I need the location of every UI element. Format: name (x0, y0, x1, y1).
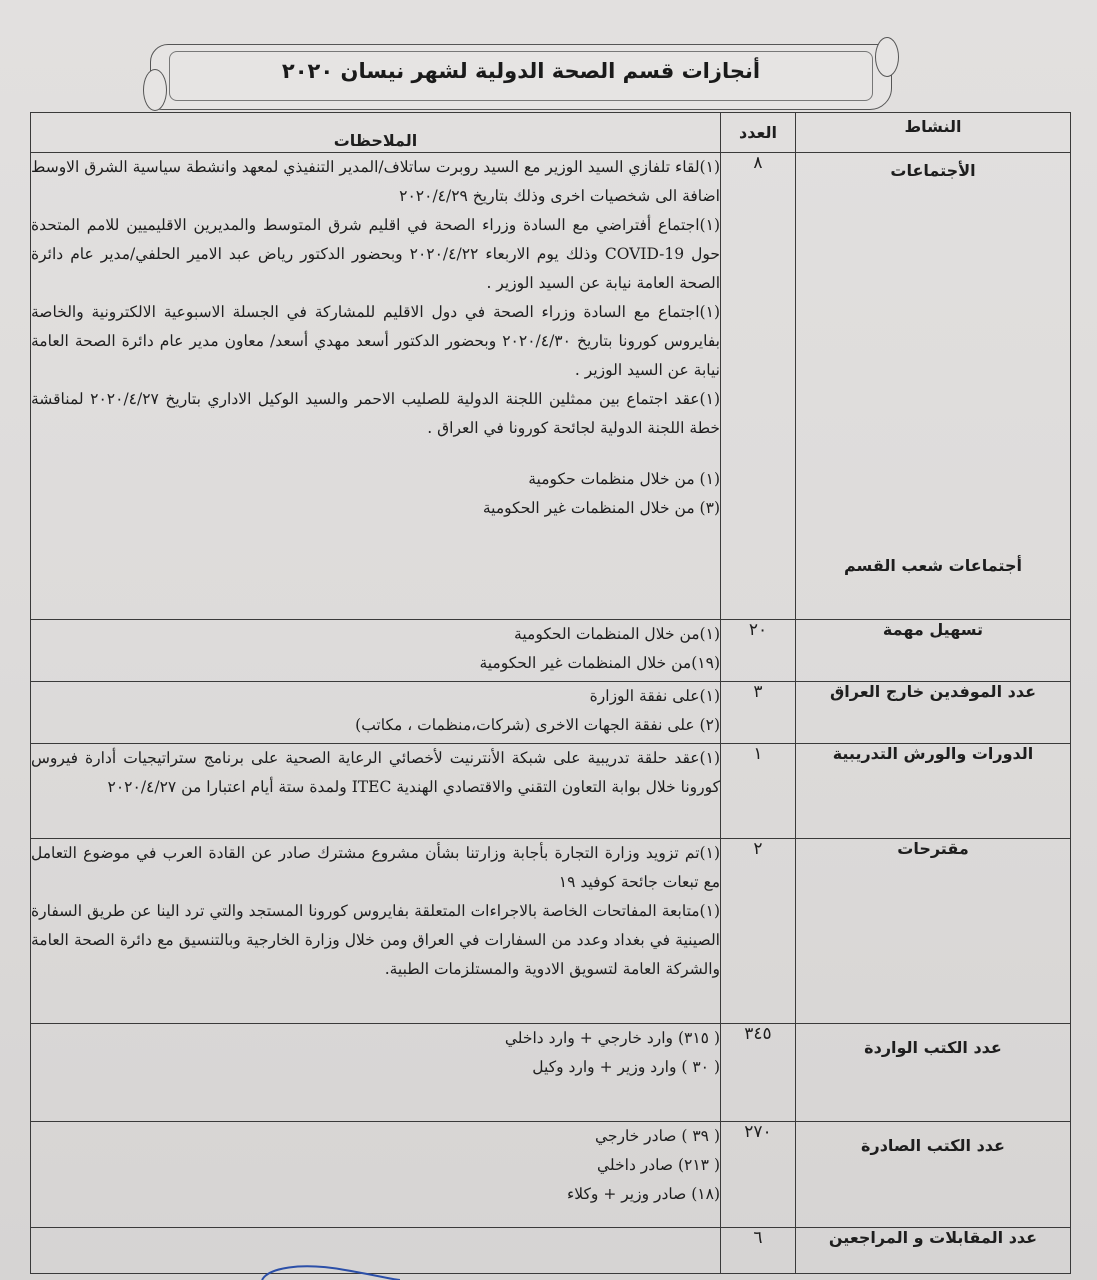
note-item: ( ٣٠ ) وارد وزير + وارد وكيل (532, 1058, 720, 1076)
table-row-interviews (31, 1228, 1071, 1274)
table-row-delegates (31, 682, 1071, 744)
note-item: (١)عقد حلقة تدريبية على شبكة الأنترنيت لأخصائي الرعاية الصحية على برنامج ستراتيجيات أدارة فيروس كورونا خلال بوابة التعاون التقني والاقتصادي الهندية ITEC ولمدة ستة أيام اعتبارا من ٢٠٢٠/٤/٢٧ (31, 749, 720, 796)
notes-proposals (31, 839, 721, 1024)
table-row-outgoing (31, 1122, 1071, 1228)
table-header-row (31, 113, 1071, 153)
count-facilitation: ٢٠ (721, 620, 796, 682)
notes-facilitation (31, 620, 721, 682)
notes-courses (31, 744, 721, 839)
notes-delegates (31, 682, 721, 744)
activity-courses: الدورات والورش التدريبية (796, 744, 1071, 839)
activity-section-meetings: أجتماعات شعب القسم (844, 556, 1022, 575)
notes-outgoing (31, 1122, 721, 1228)
note-item: (١)على نفقة الوزارة (589, 687, 720, 705)
table-row-courses (31, 744, 1071, 839)
activity-cell (796, 153, 1071, 620)
notes-incoming (31, 1024, 721, 1122)
notes-meetings (31, 153, 721, 620)
note-item: (١٩)من خلال المنظمات غير الحكومية (479, 654, 720, 672)
activity-facilitation: تسهيل مهمة (796, 620, 1071, 682)
note-item: (١)اجتماع مع السادة وزراء الصحة في دول الاقليم للمشاركة في الجسلة الاسبوعية الالكترونية والخاصة بفايروس كورونا بتاريخ ٢٠٢٠/٤/٣٠ وبحضور الدكتور أسعد مهدي أسعد/ معاون مدير عام دائرة الصحة العامة نيابة عن السيد الوزير . (31, 303, 720, 379)
activity-delegates: عدد الموفدين خارج العراق (796, 682, 1071, 744)
count-proposals: ٢ (721, 839, 796, 1024)
page-title: أنجازات قسم الصحة الدولية لشهر نيسان ٢٠٢٠ (281, 59, 761, 83)
count-courses: ١ (721, 744, 796, 839)
note-item: ( ٣١٥) وارد خارجي + وارد داخلي (504, 1029, 720, 1047)
notes-interviews (31, 1228, 721, 1274)
report-table (30, 112, 1071, 1274)
note-item: (١)متابعة المفاتحات الخاصة بالاجراءات المتعلقة بفايروس كورونا المستجد والتي ترد الينا عن طريق السفارة الصينية في بغداد وعدد من السفارات في العراق ومن خلال وزارة الخارجية وبالتنسيق مع دائرة الصحة العامة والشركة العامة لتسويق الادوية والمستلزمات الطبية. (31, 902, 720, 978)
note-item: (١)اجتماع أفتراضي مع السادة وزراء الصحة في اقليم شرق المتوسط والمديرين الاقليميين للامم المتحدة حول COVID-19 وذلك يوم الاربعاء ٢٠٢٠/٤/٢٢ وبحضور الدكتور رياض عبد الامير الحلفي/مدير عام دائرة الصحة العامة نيابة عن السيد الوزير . (31, 216, 720, 292)
note-item: (١)عقد اجتماع بين ممثلين اللجنة الدولية للصليب الاحمر والسيد الوكيل الاداري بتاريخ ٢٠٢٠/٤/٢٧ لمناقشة خطة اللجنة الدولية لجائحة كورونا في العراق . (31, 390, 720, 437)
count-outgoing: ٢٧٠ (721, 1122, 796, 1228)
note-item: (١٨) صادر وزير + وكلاء (567, 1185, 720, 1203)
note-item: (١)تم تزويد وزارة التجارة بأجابة وزارتنا بشأن مشروع مشترك صادر عن القادة العرب في موضوع التعامل مع تبعات جائحة كوفيد ١٩ (31, 844, 720, 891)
activity-proposals: مقترحات (796, 839, 1071, 1024)
activity-incoming: عدد الكتب الواردة (796, 1024, 1071, 1122)
title-banner (150, 44, 892, 110)
header-count: العدد (721, 113, 796, 153)
note-item: (٣) من خلال المنظمات غير الحكومية (482, 499, 720, 517)
table-row-facilitation (31, 620, 1071, 682)
count-delegates: ٣ (721, 682, 796, 744)
note-item: ( ٢١٣) صادر داخلي (597, 1156, 720, 1174)
count-interviews: ٦ (721, 1228, 796, 1274)
activity-meetings: الأجتماعات (890, 161, 976, 180)
table-row-meetings (31, 153, 1071, 620)
note-item: (٢) على نفقة الجهات الاخرى (شركات،منظمات ، مكاتب) (355, 716, 720, 734)
header-activity: النشاط (796, 113, 1071, 153)
activity-outgoing: عدد الكتب الصادرة (796, 1122, 1071, 1228)
note-item: (١) من خلال منظمات حكومية (528, 470, 720, 488)
table-row-incoming (31, 1024, 1071, 1122)
note-item: (١)لقاء تلفازي السيد الوزير مع السيد روبرت ساتلاف/المدير التنفيذي لمعهد وانشطة سياسية الشرق الاوسط اضافة الى شخصيات اخرى وذلك بتاريخ ٢٠٢٠/٤/٢٩ (31, 158, 720, 205)
activity-interviews: عدد المقابلات و المراجعين (796, 1228, 1071, 1274)
header-notes: الملاحظات (31, 113, 721, 153)
note-item: (١)من خلال المنظمات الحكومية (514, 625, 720, 643)
note-item: ( ٣٩ ) صادر خارجي (594, 1127, 720, 1145)
table-row-proposals (31, 839, 1071, 1024)
count-incoming: ٣٤٥ (721, 1024, 796, 1122)
count-meetings: ٨ (721, 153, 796, 620)
